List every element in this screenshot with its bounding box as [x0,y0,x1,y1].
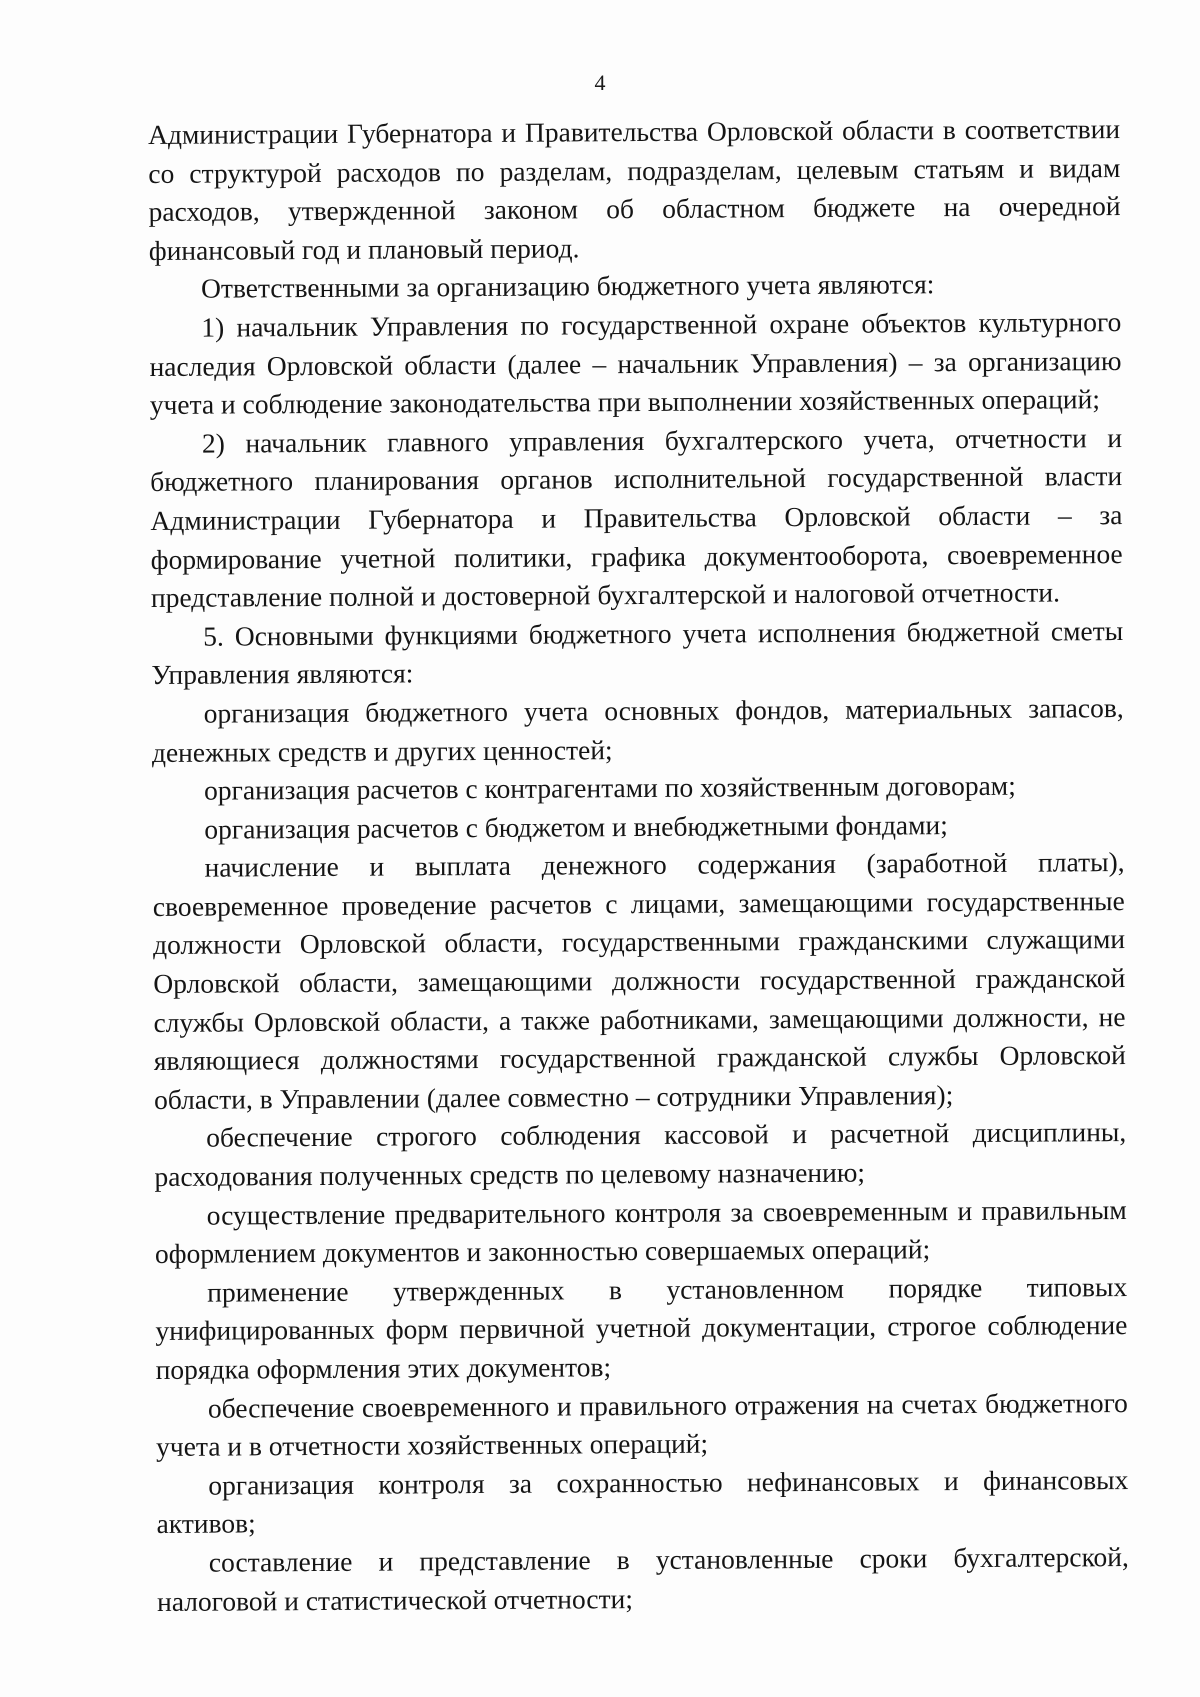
paragraph-function: обеспечение строгого соблюдения кассовой и расчетной дисциплины, расходования полученных средств по целевому назначению; [154,1116,1127,1193]
paragraph-function: организация контроля за сохранностью нефинансовых и финансовых активов; [156,1463,1129,1540]
paragraph-function: начисление и выплата денежного содержания (заработной платы), своевременное проведение расчетов с лицами, замещающими государственные должности Орловской области, государственными гражданскими служащими Орловской области, замещающими должности государственной гражданской службы Орловской области, а также работниками, замещающими должности, не являющиеся должностями государственной гражданской службы Орловской области, в Управлении (далее совместно – сотрудники Управления); [152,846,1126,1115]
paragraph-function: организация расчетов с бюджетом и внебюджетными фондами; [204,808,948,845]
document-body [148,110,1129,1621]
paragraph-section-5: 5. Основными функциями бюджетного учета исполнения бюджетной сметы Управления являются: [151,614,1124,691]
paragraph-function: составление и представление в установленные сроки бухгалтерской, налоговой и статистической отчетности; [156,1541,1129,1617]
paragraph-responsible-intro: Ответственными за организацию бюджетного учета являются: [200,268,935,305]
paragraph-function: осуществление предварительного контроля за своевременным и правильным оформлением документов и законностью совершаемых операций; [154,1193,1127,1270]
paragraph-function: организация расчетов с контрагентами по хозяйственным договорам; [204,769,1016,806]
page-number: 4 [594,70,606,95]
paragraph-responsible-2: 2) начальник главного управления бухгалтерского учета, отчетности и бюджетного планирования органов исполнительной государственной власти Администрации Губернатора и Правительства Орловской области – за формирование учетной политики, графика документооборота, своевременное представление полной и достоверной бухгалтерской и налоговой отчетности. [150,421,1123,614]
paragraph-function: применение утвержденных в установленном порядке типовых унифицированных форм первичной учетной документации, строгое соблюдение порядка оформления этих документов; [155,1270,1128,1385]
paragraph-continuation: Администрации Губернатора и Правительства Орловской области в соответствии со структурой расходов по разделам, подразделам, целевым статьям и видам расходов, утвержденной законом об областном бюджете на очередной финансовый год и плановый период. [148,113,1121,266]
paragraph-function: организация бюджетного учета основных фондов, материальных запасов, денежных средств и других ценностей; [151,691,1124,768]
paragraph-function: обеспечение своевременного и правильного отражения на счетах бюджетного учета и в отчетности хозяйственных операций; [156,1386,1128,1463]
paragraph-responsible-1: 1) начальник Управления по государственной охране объектов культурного наследия Орловской области (далее – начальник Управления) – за организацию учета и соблюдение законодательства при выполнении хозяйственных операций; [149,306,1122,421]
